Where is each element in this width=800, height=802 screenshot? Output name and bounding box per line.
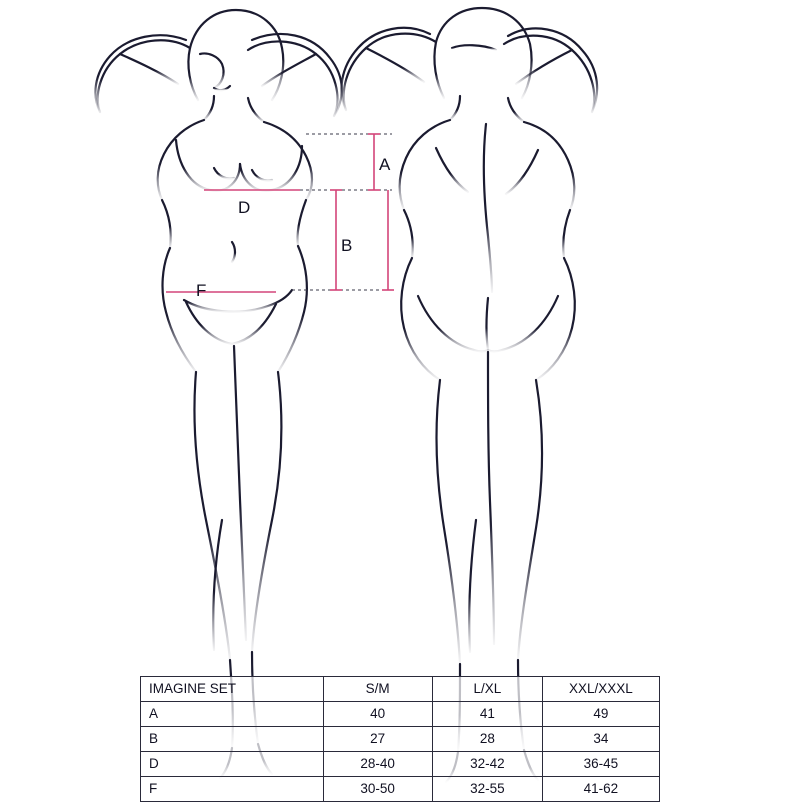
table-header-cell-sm: S/M [323,677,432,702]
table-header-cell-xxlxxxl: XXL/XXXL [542,677,659,702]
table-header-cell-brand: IMAGINE SET [141,677,324,702]
cell-f-lxl: 32-55 [432,777,542,802]
table-row [141,702,660,727]
cell-b-lxl: 28 [432,727,542,752]
cell-a-xxlxxxl: 49 [542,702,659,727]
measure-label-d: D [238,198,251,217]
cell-f-sm: 30-50 [323,777,432,802]
row-label-f: F [141,777,324,802]
cell-d-xxlxxxl: 36-45 [542,752,659,777]
front-body-figure [95,10,341,778]
measurement-guides [166,134,394,292]
cell-b-xxlxxxl: 34 [542,727,659,752]
cell-f-xxlxxxl: 41-62 [542,777,659,802]
table-row [141,777,660,802]
measure-label-f: F [196,281,207,300]
table-row [141,752,660,777]
cell-a-lxl: 41 [432,702,542,727]
table-header-row [141,677,660,702]
row-label-b: B [141,727,324,752]
row-label-a: A [141,702,324,727]
size-table [140,676,660,802]
back-body-figure [342,8,598,782]
cell-d-sm: 28-40 [323,752,432,777]
dimension-B-second-tick [382,190,394,290]
cell-d-lxl: 32-42 [432,752,542,777]
row-label-d: D [141,752,324,777]
cell-a-sm: 40 [323,702,432,727]
table-row [141,727,660,752]
cell-b-sm: 27 [323,727,432,752]
table-header-cell-lxl: L/XL [432,677,542,702]
measure-label-a: A [379,155,391,174]
measure-label-b: B [341,236,353,255]
